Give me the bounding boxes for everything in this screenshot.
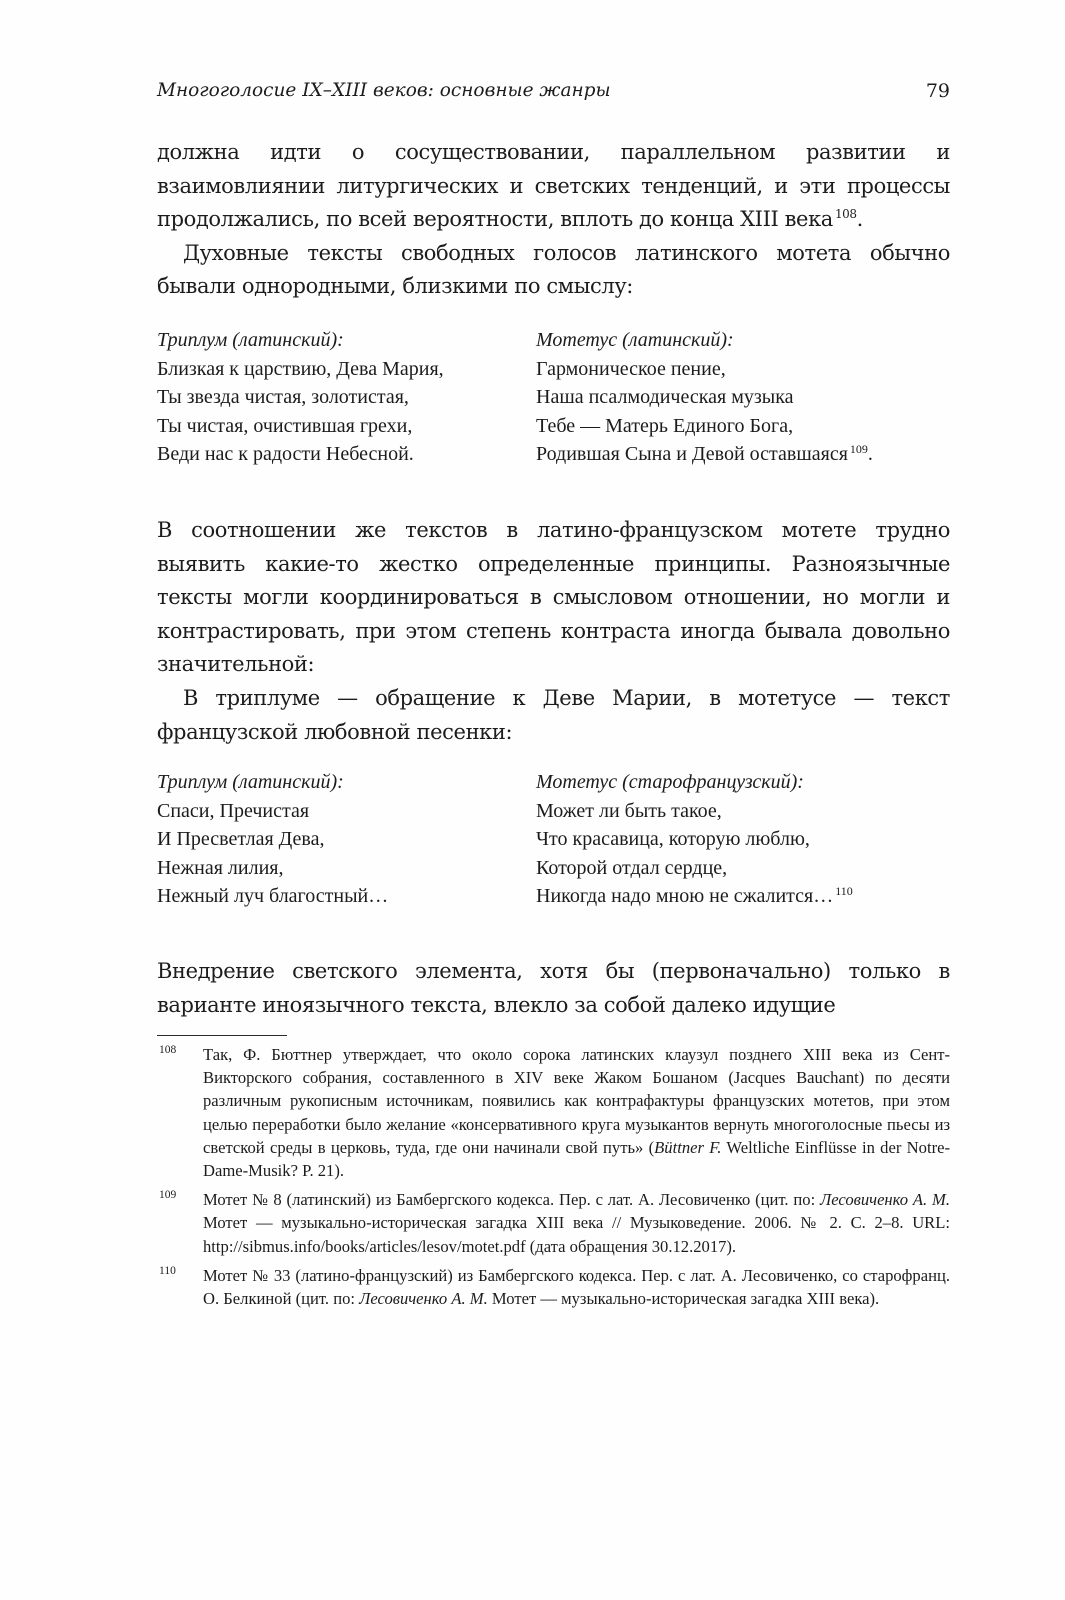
- body-text-middle: [157, 514, 950, 749]
- footnote-ref-109[interactable]: 109: [849, 441, 868, 456]
- poem-line: Тебе — Матерь Единого Бога,: [536, 414, 794, 437]
- poem-column-motetus: [536, 326, 873, 469]
- poem-line: Никогда надо мною не сжалится… $^{110}$: [536, 883, 853, 908]
- poem-line: Наша псалмодическая музыка: [536, 386, 794, 409]
- body-text-top: [157, 136, 950, 304]
- body-text-bottom: [157, 955, 950, 1022]
- paragraph-sacred-texts: Духовные тексты свободных голосов латинского мотета обычно бывали однородными, близкими по смыслу:: [157, 240, 950, 299]
- poem-column-triplum: [157, 768, 388, 911]
- footnote-110: 110 Мотет № 33 (латино-французский) из Бамбергского кодекса. Пер. с лат. А. Лесовиченко, со старофранц. О. Белкиной (цит. по: Лесовиченко А. М. Мотет — музыкально-историческая загадка XIII века).: [157, 1264, 950, 1310]
- running-header: [157, 80, 950, 110]
- poem-line: Ты чистая, очистившая грехи,: [157, 414, 413, 437]
- poem-heading: Триплум (латинский):: [157, 329, 344, 351]
- poem-line: Близкая к царствию, Дева Мария,: [157, 357, 444, 380]
- poem-line: Гармоническое пение,: [536, 357, 726, 380]
- page-number: 79: [925, 80, 950, 102]
- poem-line: Нежная лилия,: [157, 856, 284, 879]
- footnote-separator: [157, 1035, 287, 1036]
- footnote-number: 110: [159, 1264, 176, 1277]
- poem-latin-french-motet: [157, 768, 967, 918]
- poem-heading: Триплум (латинский):: [157, 771, 344, 793]
- poem-line: Спаси, Пречистая: [157, 799, 310, 822]
- poem-line: Ты звезда чистая, золотистая,: [157, 386, 409, 409]
- footnote-ref-108[interactable]: 108: [834, 207, 857, 222]
- footnote-108: 108 Так, Ф. Бюттнер утверждает, что около сорока латинских клаузул позднего XIII века из Сент-Викторского собрания, составленного в XIV веке Жаком Бошаном (Jacques Bauchant) по десяти различным рукописным источникам, появились как контрафактуры французских мотетов, при этом целью переработки было желание «консервативного круга музыкантов вернуть многоголосные пьесы из светской среды в церковь, туда, где они начинали свой путь» (Büttner F. Weltliche Einflüsse in der Notre-Dame-Musik? P. 21).: [157, 1043, 950, 1182]
- poem-line: Веди нас к радости Небесной.: [157, 443, 414, 466]
- paragraph-secular-element: Внедрение светского элемента, хотя бы (первоначально) только в варианте иноязычного текста, влекло за собой далеко идущие: [157, 959, 950, 1017]
- paragraph-latin-french: В соотношении же текстов в латино-французском мотете трудно выявить какие-то жестко определенные принципы. Разноязычные тексты могли координироваться в смысловом отношении, но могли и контрастировать, при этом степень контраста иногда бывала довольно значительной:: [157, 518, 950, 677]
- poem-heading: Мотетус (латинский):: [536, 329, 734, 351]
- paragraph-triplum-motetus: В триплуме — обращение к Деве Марии, в мотетусе — текст французской любовной песенки:: [157, 685, 950, 744]
- poem-line: Которой отдал сердце,: [536, 856, 728, 879]
- footnote-number: 108: [159, 1044, 177, 1056]
- poem-line: И Пресветлая Дева,: [157, 828, 325, 851]
- footnote-ref-110[interactable]: 110: [835, 883, 853, 898]
- poem-line: Нежный луч благостный…: [157, 885, 389, 908]
- footnote-number: 109: [159, 1189, 177, 1202]
- poem-latin-motet: [157, 326, 967, 476]
- poem-line: Может ли быть такое,: [536, 799, 722, 822]
- poem-column-triplum: [157, 326, 444, 469]
- poem-line: Родившая Сына и Девой оставшаяся $^{109}$.: [536, 441, 873, 466]
- running-header-title: Многоголосие IX–XIII веков: основные жанры: [157, 80, 611, 101]
- poem-line: Что красавица, которую люблю,: [536, 828, 810, 851]
- poem-heading: Мотетус (старофранцузский):: [536, 771, 804, 793]
- footnote-link-text[interactable]: Мотет — музыкально-историческая загадка XIII века // Музыковедение. 2006. № 2. С. 2–8. URL: http://sibmus.info/books/articles/lesov/motet.pdf (дата обращения 30.12.2017).: [203, 1213, 950, 1256]
- poem-column-motetus: [536, 768, 853, 911]
- footnotes: [157, 1043, 950, 1316]
- footnote-109: 109 Мотет № 8 (латинский) из Бамбергского кодекса. Пер. с лат. А. Лесовиченко (цит. по: Лесовиченко А. М. Мотет — музыкально-историческая загадка XIII века // Музыковедение. 2006. № 2. С. 2–8. URL: http://sibmus.info/books/articles/lesov/motet.pdf (дата обращения 30.12.2017).: [157, 1188, 950, 1258]
- paragraph-continuation: должна идти о сосуществовании, параллельном развитии и взаимовлиянии литургических и светских тенденций, и эти процессы продолжались, по всей вероятности, вплоть до конца XIII века $^{108}$.: [157, 140, 950, 232]
